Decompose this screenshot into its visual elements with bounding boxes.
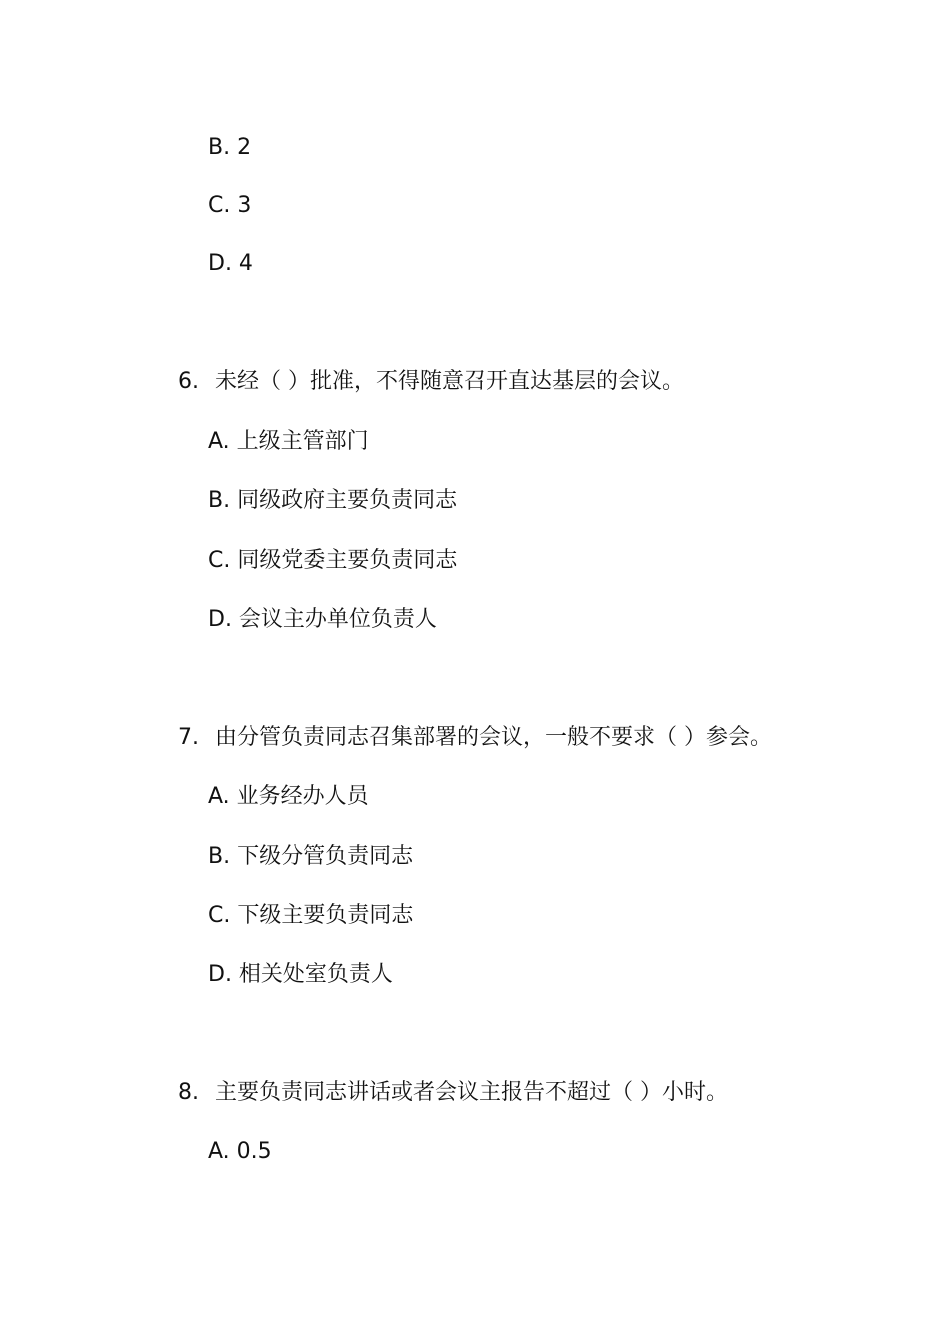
question-7 [178, 724, 772, 752]
option-a: A. 0.5 [208, 1139, 272, 1164]
option-b: B. 2 [208, 135, 252, 160]
question-number: 8. [178, 1080, 199, 1105]
question-text: 未经（ ）批准，不得随意召开直达基层的会议。 [215, 369, 684, 394]
option-b: B. 同级政府主要负责同志 [208, 488, 458, 513]
question-number: 6. [178, 369, 199, 394]
option-a: A. 上级主管部门 [208, 429, 369, 454]
question-8 [178, 1079, 728, 1107]
question-text: 主要负责同志讲话或者会议主报告不超过（ ）小时。 [215, 1080, 728, 1105]
option-d: D. 4 [208, 251, 253, 276]
option-a: A. 业务经办人员 [208, 784, 369, 809]
question-6 [178, 368, 684, 396]
option-c: C. 3 [208, 193, 252, 218]
option-c: C. 同级党委主要负责同志 [208, 548, 458, 573]
question-text: 由分管负责同志召集部署的会议，一般不要求（ ）参会。 [215, 725, 772, 750]
option-b: B. 下级分管负责同志 [208, 844, 414, 869]
option-d: D. 会议主办单位负责人 [208, 607, 437, 632]
option-d: D. 相关处室负责人 [208, 962, 393, 987]
question-number: 7. [178, 725, 199, 750]
option-c: C. 下级主要负责同志 [208, 903, 414, 928]
